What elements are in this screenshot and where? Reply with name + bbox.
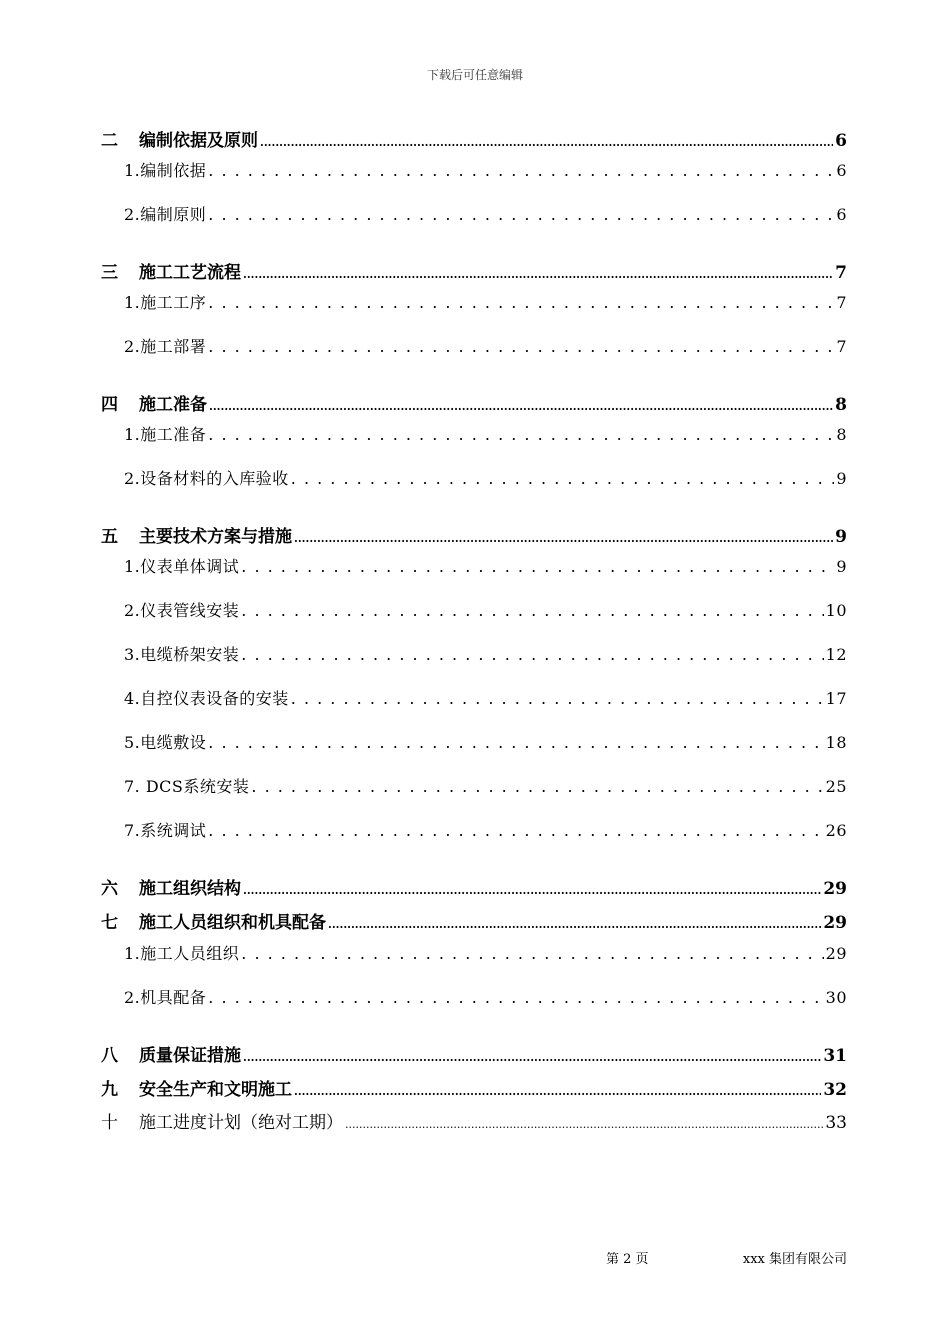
toc-section[interactable] (124, 818, 847, 841)
toc-leader-dots (291, 689, 824, 708)
toc-page-number: 32 (823, 1080, 847, 1100)
toc-leader-dots (251, 777, 823, 796)
toc-page-number: 8 (836, 425, 847, 444)
toc-title: 5.电缆敷设 (124, 733, 207, 752)
toc-chapter-number: 五 (101, 527, 118, 547)
toc-leader-dots (260, 131, 833, 151)
toc-title: 2.仪表管线安装 (124, 601, 240, 620)
toc-leader-dots (208, 161, 834, 180)
toc-leader-dots (291, 469, 835, 488)
toc-page-number: 33 (825, 1113, 847, 1133)
toc-chapter[interactable] (101, 126, 847, 151)
toc-chapter[interactable] (101, 1041, 847, 1066)
toc-page-number: 9 (836, 469, 847, 488)
toc-title: 7.系统调试 (124, 821, 207, 840)
toc-chapter-number: 八 (101, 1046, 118, 1066)
toc-title: 4.自控仪表设备的安装 (124, 689, 289, 708)
toc-page-number: 29 (823, 913, 847, 933)
toc-page-number: 18 (825, 733, 847, 752)
toc-section[interactable] (124, 598, 847, 621)
toc-title: 1.仪表单体调试 (124, 557, 240, 576)
toc-page-number: 17 (825, 689, 847, 708)
toc-page-number: 7 (835, 263, 847, 283)
toc-chapter[interactable] (101, 522, 847, 547)
toc-leader-dots (208, 337, 834, 356)
toc-leader-dots (345, 1113, 823, 1133)
toc-chapter-number: 六 (101, 879, 118, 899)
toc-leader-dots (208, 205, 834, 224)
toc-page-number: 12 (825, 645, 847, 664)
toc-page-number: 7 (836, 337, 847, 356)
toc-leader-dots (328, 913, 821, 933)
toc-chapter-number: 九 (101, 1080, 118, 1100)
toc-chapter[interactable] (101, 1075, 847, 1100)
toc-leader-dots (243, 263, 833, 283)
toc-chapter-number: 四 (101, 395, 118, 415)
toc-section[interactable] (124, 774, 847, 797)
toc-page-number: 10 (825, 601, 847, 620)
toc-section[interactable] (124, 642, 847, 665)
toc-title: 2.编制原则 (124, 205, 207, 224)
toc-leader-dots (243, 879, 821, 899)
toc-page-number: 7 (836, 293, 847, 312)
toc-leader-dots (208, 733, 823, 752)
toc-section[interactable] (124, 158, 847, 181)
toc-page-number: 29 (825, 944, 847, 963)
toc-section[interactable] (124, 422, 847, 445)
toc-leader-dots (208, 821, 823, 840)
toc-title: 编制依据及原则 (139, 131, 258, 151)
toc-page-number: 6 (835, 131, 847, 151)
toc-title: 安全生产和文明施工 (139, 1080, 292, 1100)
toc-section[interactable] (124, 730, 847, 753)
toc-page-number: 31 (823, 1046, 847, 1066)
toc-chapter-number: 三 (101, 263, 118, 283)
toc-chapter[interactable] (101, 258, 847, 283)
toc-leader-dots (294, 1080, 821, 1100)
toc-chapter[interactable] (101, 1108, 847, 1133)
toc-title: 主要技术方案与措施 (139, 527, 292, 547)
toc-leader-dots (208, 425, 834, 444)
toc-title: 1.施工工序 (124, 293, 207, 312)
toc-page-number: 26 (825, 821, 847, 840)
toc-title: 2.机具配备 (124, 988, 207, 1007)
toc-section[interactable] (124, 334, 847, 357)
toc-chapter-number: 七 (101, 913, 118, 933)
toc-leader-dots (208, 988, 823, 1007)
toc-title: 1.施工人员组织 (124, 944, 240, 963)
toc-page-number: 30 (825, 988, 847, 1007)
toc-page-number: 6 (836, 205, 847, 224)
toc-section[interactable] (124, 202, 847, 225)
toc-leader-dots (241, 557, 834, 576)
toc-page-number: 8 (835, 395, 847, 415)
toc-title: 1.施工准备 (124, 425, 207, 444)
toc-section[interactable] (124, 554, 847, 577)
toc-leader-dots (243, 1046, 821, 1066)
toc-title: 施工进度计划（绝对工期） (139, 1113, 343, 1133)
toc-section[interactable] (124, 290, 847, 313)
toc-page-number: 29 (823, 879, 847, 899)
toc-leader-dots (294, 527, 833, 547)
toc-title: 质量保证措施 (139, 1046, 241, 1066)
toc-title: 1.编制依据 (124, 161, 207, 180)
toc-chapter-number: 二 (101, 131, 118, 151)
page-header: 下载后可任意编辑 (426, 68, 523, 82)
toc-title: 施工组织结构 (139, 879, 241, 899)
toc-leader-dots (241, 944, 823, 963)
toc-leader-dots (241, 645, 823, 664)
toc-chapter[interactable] (101, 874, 847, 899)
toc-section[interactable] (124, 466, 847, 489)
toc-page-number: 9 (836, 557, 847, 576)
toc-page-number: 25 (825, 777, 847, 796)
toc-leader-dots (209, 395, 833, 415)
toc-chapter[interactable] (101, 908, 847, 933)
toc-section[interactable] (124, 686, 847, 709)
toc-title: 施工准备 (139, 395, 207, 415)
toc-title: 7. DCS系统安装 (124, 777, 250, 796)
toc-leader-dots (241, 601, 823, 620)
footer-company: xxx 集团有限公司 (742, 1252, 847, 1267)
toc-page-number: 9 (835, 527, 847, 547)
toc-page-number: 6 (836, 161, 847, 180)
toc-leader-dots (208, 293, 834, 312)
toc-title: 施工工艺流程 (139, 263, 241, 283)
toc-title: 3.电缆桥架安装 (124, 645, 240, 664)
toc-title: 2.施工部署 (124, 337, 207, 356)
toc-chapter[interactable] (101, 390, 847, 415)
footer-page-number: 第 2 页 (606, 1252, 649, 1267)
toc-section[interactable] (124, 985, 847, 1008)
toc-chapter-number: 十 (101, 1113, 118, 1133)
toc-title: 施工人员组织和机具配备 (139, 913, 326, 933)
toc-section[interactable] (124, 941, 847, 964)
toc-title: 2.设备材料的入库验收 (124, 469, 289, 488)
